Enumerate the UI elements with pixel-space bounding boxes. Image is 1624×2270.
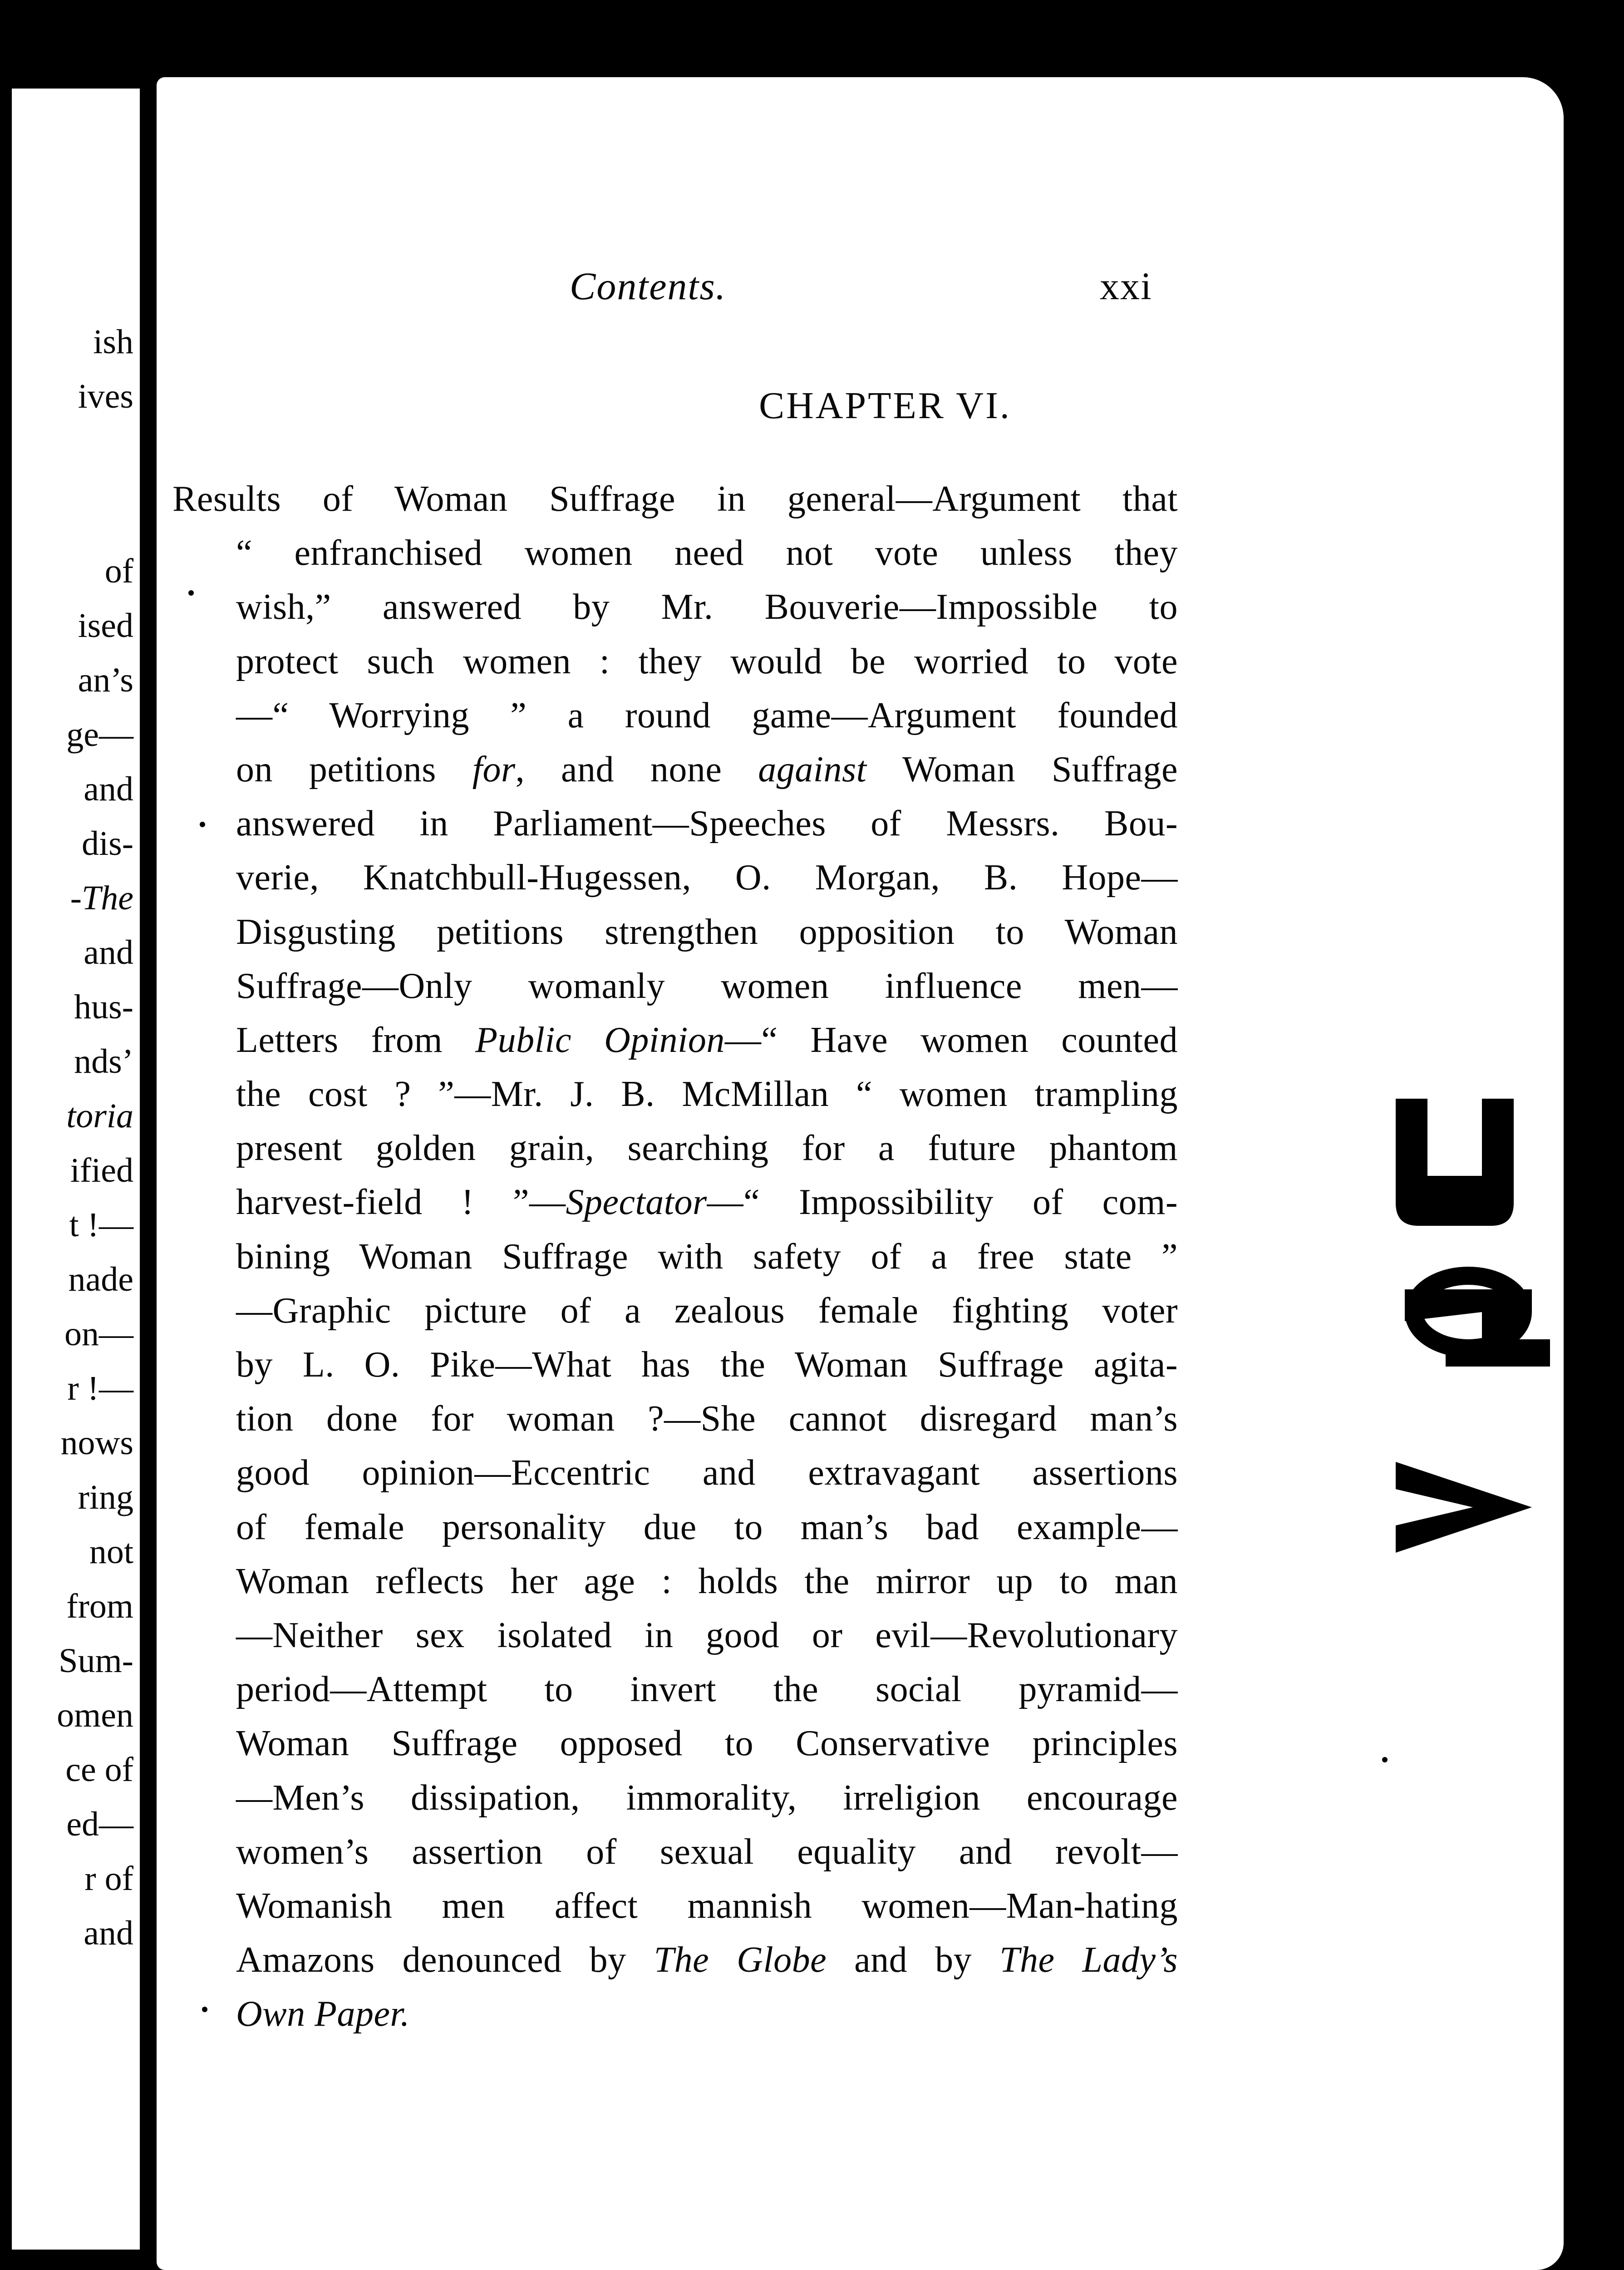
synopsis-line: wish,” answered by Mr. Bouverie—Impossible to — [236, 587, 1178, 627]
synopsis-line: period—Attempt to invert the social pyramid— — [236, 1669, 1178, 1710]
synopsis-text: on petitions — [236, 749, 472, 790]
synopsis-line — [172, 743, 1178, 797]
synopsis-line: answered in Parliament—Speeches of Messrs. Bou- — [236, 804, 1178, 844]
synopsis-line: Woman reflects her age : holds the mirror up to man — [236, 1561, 1178, 1601]
facing-page-fragment: and — [84, 1914, 133, 1952]
synopsis-line: “ enfranchised women need not vote unless they — [236, 533, 1178, 573]
synopsis-line: of female personality due to man’s bad example— — [236, 1507, 1178, 1547]
synopsis-italic: against — [758, 749, 867, 790]
library-stamp-icon — [1378, 1099, 1564, 1598]
facing-page-fragment: ised — [78, 607, 133, 645]
synopsis-italic: The Globe — [654, 1940, 827, 1980]
synopsis-line — [172, 1933, 1178, 1987]
facing-page-fragment: toria — [66, 1097, 133, 1135]
facing-page-fragment: from — [66, 1587, 133, 1625]
synopsis-line: present golden grain, searching for a future phantom — [236, 1128, 1178, 1169]
synopsis-line: women’s assertion of sexual equality and revolt— — [236, 1831, 1178, 1872]
facing-page-fragment: nows — [60, 1424, 133, 1462]
synopsis-italic: Spectator — [566, 1182, 707, 1223]
facing-page-fragment: omen — [57, 1696, 133, 1734]
synopsis-line — [172, 1987, 1178, 2041]
facing-page-fragment: hus- — [74, 988, 133, 1026]
synopsis-line: the cost ? ”—Mr. J. B. McMillan “ women trampling — [236, 1074, 1178, 1115]
synopsis-italic: for — [472, 749, 516, 790]
facing-page-fragment: not — [89, 1533, 133, 1571]
ink-speck — [1382, 1757, 1388, 1762]
facing-page-fragment: and — [84, 933, 133, 972]
synopsis-line: —“ Worrying ” a round game—Argument founded — [236, 695, 1178, 735]
facing-page-fragment: ed— — [66, 1805, 133, 1843]
synopsis-text: and by — [827, 1940, 1000, 1980]
synopsis-line: —Neither sex isolated in good or evil—Revolutionary — [236, 1615, 1178, 1655]
running-head-title: Contents. — [570, 264, 727, 308]
facing-page-fragment: ives — [78, 377, 133, 415]
chapter-synopsis — [172, 472, 1178, 2041]
synopsis-text: , and none — [515, 749, 758, 790]
synopsis-line: bining Woman Suffrage with safety of a free state ” — [236, 1236, 1178, 1277]
facing-page-fragment: nade — [68, 1260, 133, 1298]
ink-speck — [188, 590, 194, 596]
facing-page-fragment: t !— — [69, 1206, 133, 1244]
facing-page-fragment: dis- — [82, 824, 133, 863]
synopsis-text: —“ Have women counted — [724, 1020, 1178, 1060]
facing-page-fragment: Sum- — [59, 1642, 133, 1680]
ink-speck — [202, 2007, 207, 2012]
page-number: xxi — [1100, 264, 1152, 308]
synopsis-line — [172, 1013, 1178, 1067]
synopsis-text: Letters from — [236, 1020, 476, 1060]
chapter-heading: CHAPTER VI. — [759, 385, 1011, 427]
facing-page-fragment: and — [84, 770, 133, 808]
synopsis-line: —Graphic picture of a zealous female fighting voter — [236, 1290, 1178, 1331]
facing-page-fragment: nds’ — [74, 1042, 133, 1081]
synopsis-line: tion done for woman ?—She cannot disregard man’s — [236, 1399, 1178, 1439]
facing-page-fragment: on— — [64, 1315, 133, 1353]
synopsis-italic: The Lady’s — [999, 1940, 1178, 1980]
facing-page-fragment: ified — [70, 1151, 133, 1189]
synopsis-text: harvest-field ! ”— — [236, 1182, 566, 1223]
facing-page-edge — [12, 89, 140, 2250]
facing-page-fragment: ce of — [65, 1751, 133, 1789]
synopsis-line: Suffrage—Only womanly women influence men— — [236, 966, 1178, 1006]
facing-page-fragment: ge— — [66, 716, 133, 754]
synopsis-italic: Public Opinion — [475, 1020, 725, 1060]
synopsis-line: verie, Knatchbull-Hugessen, O. Morgan, B. Hope— — [236, 858, 1178, 898]
facing-page-fragment: ish — [93, 323, 133, 361]
facing-page-fragment: an’s — [78, 661, 133, 699]
book-page — [157, 77, 1564, 2270]
running-head — [157, 263, 1564, 318]
synopsis-line: good opinion—Eccentric and extravagant assertions — [236, 1453, 1178, 1493]
synopsis-line — [172, 1175, 1178, 1229]
synopsis-italic: Own Paper. — [236, 1994, 410, 2034]
synopsis-line: —Men’s dissipation, immorality, irreligion encourage — [236, 1777, 1178, 1818]
synopsis-line: Results of Woman Suffrage in general—Argument that — [172, 479, 1178, 519]
synopsis-line: Womanish men affect mannish women—Man-hating — [236, 1885, 1178, 1926]
synopsis-line: protect such women : they would be worried to vote — [236, 641, 1178, 681]
facing-page-fragment: ring — [78, 1478, 133, 1516]
facing-page-fragment: r of — [84, 1860, 133, 1898]
synopsis-text: Amazons denounced by — [236, 1940, 654, 1980]
synopsis-line: by L. O. Pike—What has the Woman Suffrage agita- — [236, 1345, 1178, 1385]
synopsis-line: Woman Suffrage opposed to Conservative principles — [236, 1723, 1178, 1764]
facing-page-fragment: of — [104, 552, 133, 590]
synopsis-text: —“ Impossibility of com- — [707, 1182, 1178, 1223]
facing-page-fragment: -The — [70, 879, 133, 917]
synopsis-line: Disgusting petitions strengthen opposition to Woman — [236, 912, 1178, 952]
synopsis-text: Woman Suffrage — [866, 749, 1178, 790]
ink-speck — [200, 822, 205, 827]
facing-page-fragment: r !— — [67, 1369, 133, 1407]
